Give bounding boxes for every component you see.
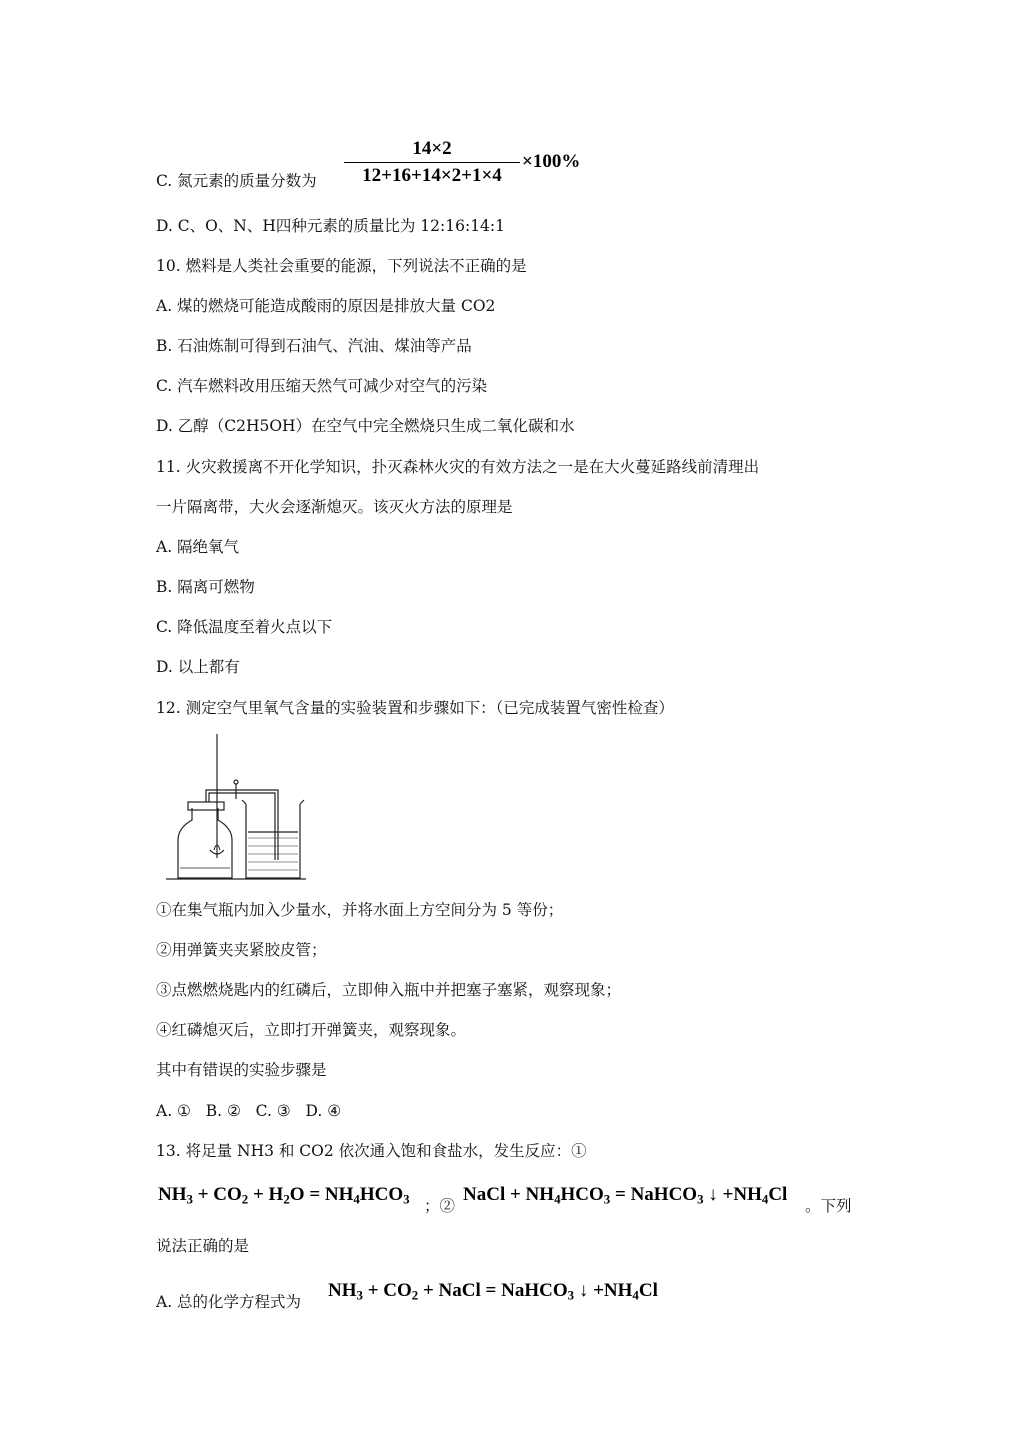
question-10-option-a: A. 煤的燃烧可能造成酸雨的原因是排放大量 CO2 bbox=[156, 297, 496, 315]
option-c-q9-label: C. 氮元素的质量分数为 bbox=[156, 172, 317, 190]
question-12: 12. 测定空气里氧气含量的实验装置和步骤如下：（已完成装置气密性检查） bbox=[156, 699, 674, 717]
fraction-numerator: 14×2 bbox=[412, 138, 452, 159]
question-10-option-b: B. 石油炼制可得到石油气、汽油、煤油等产品 bbox=[156, 337, 472, 355]
fraction-percent-suffix: ×100% bbox=[522, 151, 581, 172]
reaction-equation-2: NaCl + $NH_4HCO_3$ = NaHCO$_3$ ↓ $+NH_4Cl$ bbox=[463, 1184, 788, 1207]
question-12-step-4: ④红磷熄灭后，立即打开弹簧夹，观察现象。 bbox=[156, 1021, 467, 1039]
question-12-prompt: 其中有错误的实验步骤是 bbox=[156, 1061, 327, 1079]
question-11-option-c: C. 降低温度至着火点以下 bbox=[156, 618, 333, 636]
question-13-option-a-label: A. 总的化学方程式为 bbox=[156, 1293, 302, 1311]
question-11-option-b: B. 隔离可燃物 bbox=[156, 578, 255, 596]
question-11-line-2: 一片隔离带，大火会逐渐熄灭。该灭火方法的原理是 bbox=[156, 498, 513, 516]
option-c-q9 bbox=[156, 171, 317, 191]
question-13-line-1: 13. 将足量 NH3 和 CO2 依次通入饱和食盐水，发生反应：① bbox=[156, 1142, 587, 1160]
reaction-equation-1: $NH_3 + CO_2 + H_2O = NH_4HCO_3$ bbox=[158, 1184, 410, 1207]
overall-chemical-equation: $NH_3 + CO_2$ + NaCl = NaHCO$_3$ ↓ $+NH_4Cl$ bbox=[328, 1280, 658, 1303]
question-12-step-3: ③点燃燃烧匙内的红磷后，立即伸入瓶中并把塞子塞紧，观察现象； bbox=[156, 981, 622, 999]
question-12-step-2: ②用弹簧夹夹紧胶皮管； bbox=[156, 941, 327, 959]
nitrogen-mass-fraction-formula bbox=[344, 138, 520, 187]
question-12-step-1: ①在集气瓶内加入少量水，并将水面上方空间分为 5 等份； bbox=[156, 901, 564, 919]
question-10-option-c: C. 汽车燃料改用压缩天然气可减少对空气的污染 bbox=[156, 377, 488, 395]
question-13-line-3: 说法正确的是 bbox=[156, 1237, 250, 1255]
question-11-line-1: 11. 火灾救援离不开化学知识，扑灭森林火灾的有效方法之一是在大火蔓延路线前清理出 bbox=[156, 458, 760, 476]
question-11-option-d: D. 以上都有 bbox=[156, 658, 240, 676]
question-13-tail: 。下列 bbox=[805, 1197, 852, 1215]
equation-separator: ；② bbox=[424, 1197, 456, 1215]
question-10-option-d: D. 乙醇（C2H5OH）在空气中完全燃烧只生成二氧化碳和水 bbox=[156, 417, 575, 435]
fraction-denominator: 12+16+14×2+1×4 bbox=[362, 165, 502, 186]
question-12-options: A. ① B. ② C. ③ D. ④ bbox=[156, 1102, 342, 1120]
question-11-option-a: A. 隔绝氧气 bbox=[156, 538, 240, 556]
option-d-q9: D. C、O、N、H四种元素的质量比为 12:16:14:1 bbox=[156, 217, 506, 235]
question-10: 10. 燃料是人类社会重要的能源，下列说法不正确的是 bbox=[156, 257, 527, 275]
oxygen-measurement-apparatus-figure bbox=[166, 732, 306, 882]
